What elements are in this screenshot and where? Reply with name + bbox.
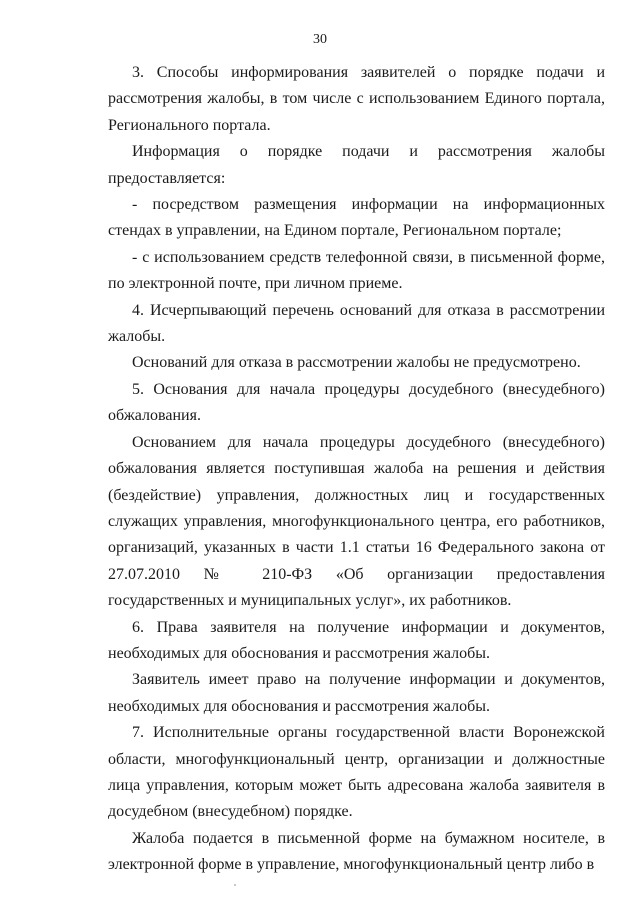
paragraph-complaint-submission: Жалоба подается в письменной форме на бумажном носителе, в электронной форме в управление, многофункциональный центр либо в: [108, 829, 605, 874]
paragraph-info-intro: Информация о порядке подачи и рассмотрения жалобы предоставляется:: [108, 143, 605, 187]
paragraph-info-stands: - посредством размещения информации на информационных стендах в управлении, на Едином портале, Региональном портале;: [108, 196, 605, 240]
paragraph-appeal-grounds: Основанием для начала процедуры досудебного (внесудебного) обжалования является поступившая жалоба на решения и действия (бездействие) управления, должностных лиц и государственных служащих управления, многофункционального центра, его работников, организаций, указанных в части 1.1 статьи 16 Федерального закона от 27.07.2010 № 210-ФЗ «Об организации предоставления государственных и муниципальных услуг», их работников.: [108, 433, 605, 610]
paragraph-section-4-heading: 4. Исчерпывающий перечень оснований для отказа в рассмотрении жалобы.: [108, 301, 605, 346]
paragraph-section-3-heading: 3. Способы информирования заявителей о порядке подачи и рассмотрения жалобы, в том числе с использованием Единого портала, Регионального портала.: [108, 64, 605, 134]
scan-speck: [234, 884, 236, 886]
document-body: [108, 60, 605, 879]
paragraph-section-7-heading: 7. Исполнительные органы государственной власти Воронежской области, многофункциональный центр, организации и должностные лица управления, которым может быть адресована жалоба заявителя в досудебном (внесудебном) порядке.: [108, 724, 605, 821]
paragraph-section-5-heading: 5. Основания для начала процедуры досудебного (внесудебного) обжалования.: [108, 380, 605, 425]
paragraph-no-refusal-grounds: Оснований для отказа в рассмотрении жалобы не предусмотрено.: [132, 354, 581, 372]
paragraph-applicant-rights: Заявитель имеет право на получение информации и документов, необходимых для обоснования и рассмотрения жалобы.: [108, 671, 605, 715]
paragraph-section-6-heading: 6. Права заявителя на получение информации и документов, необходимых для обоснования и рассмотрения жалобы.: [108, 618, 605, 662]
paragraph-info-phone-mail: - с использованием средств телефонной связи, в письменной форме, по электронной почте, при личном приеме.: [108, 248, 605, 293]
page-number: 30: [313, 32, 327, 47]
